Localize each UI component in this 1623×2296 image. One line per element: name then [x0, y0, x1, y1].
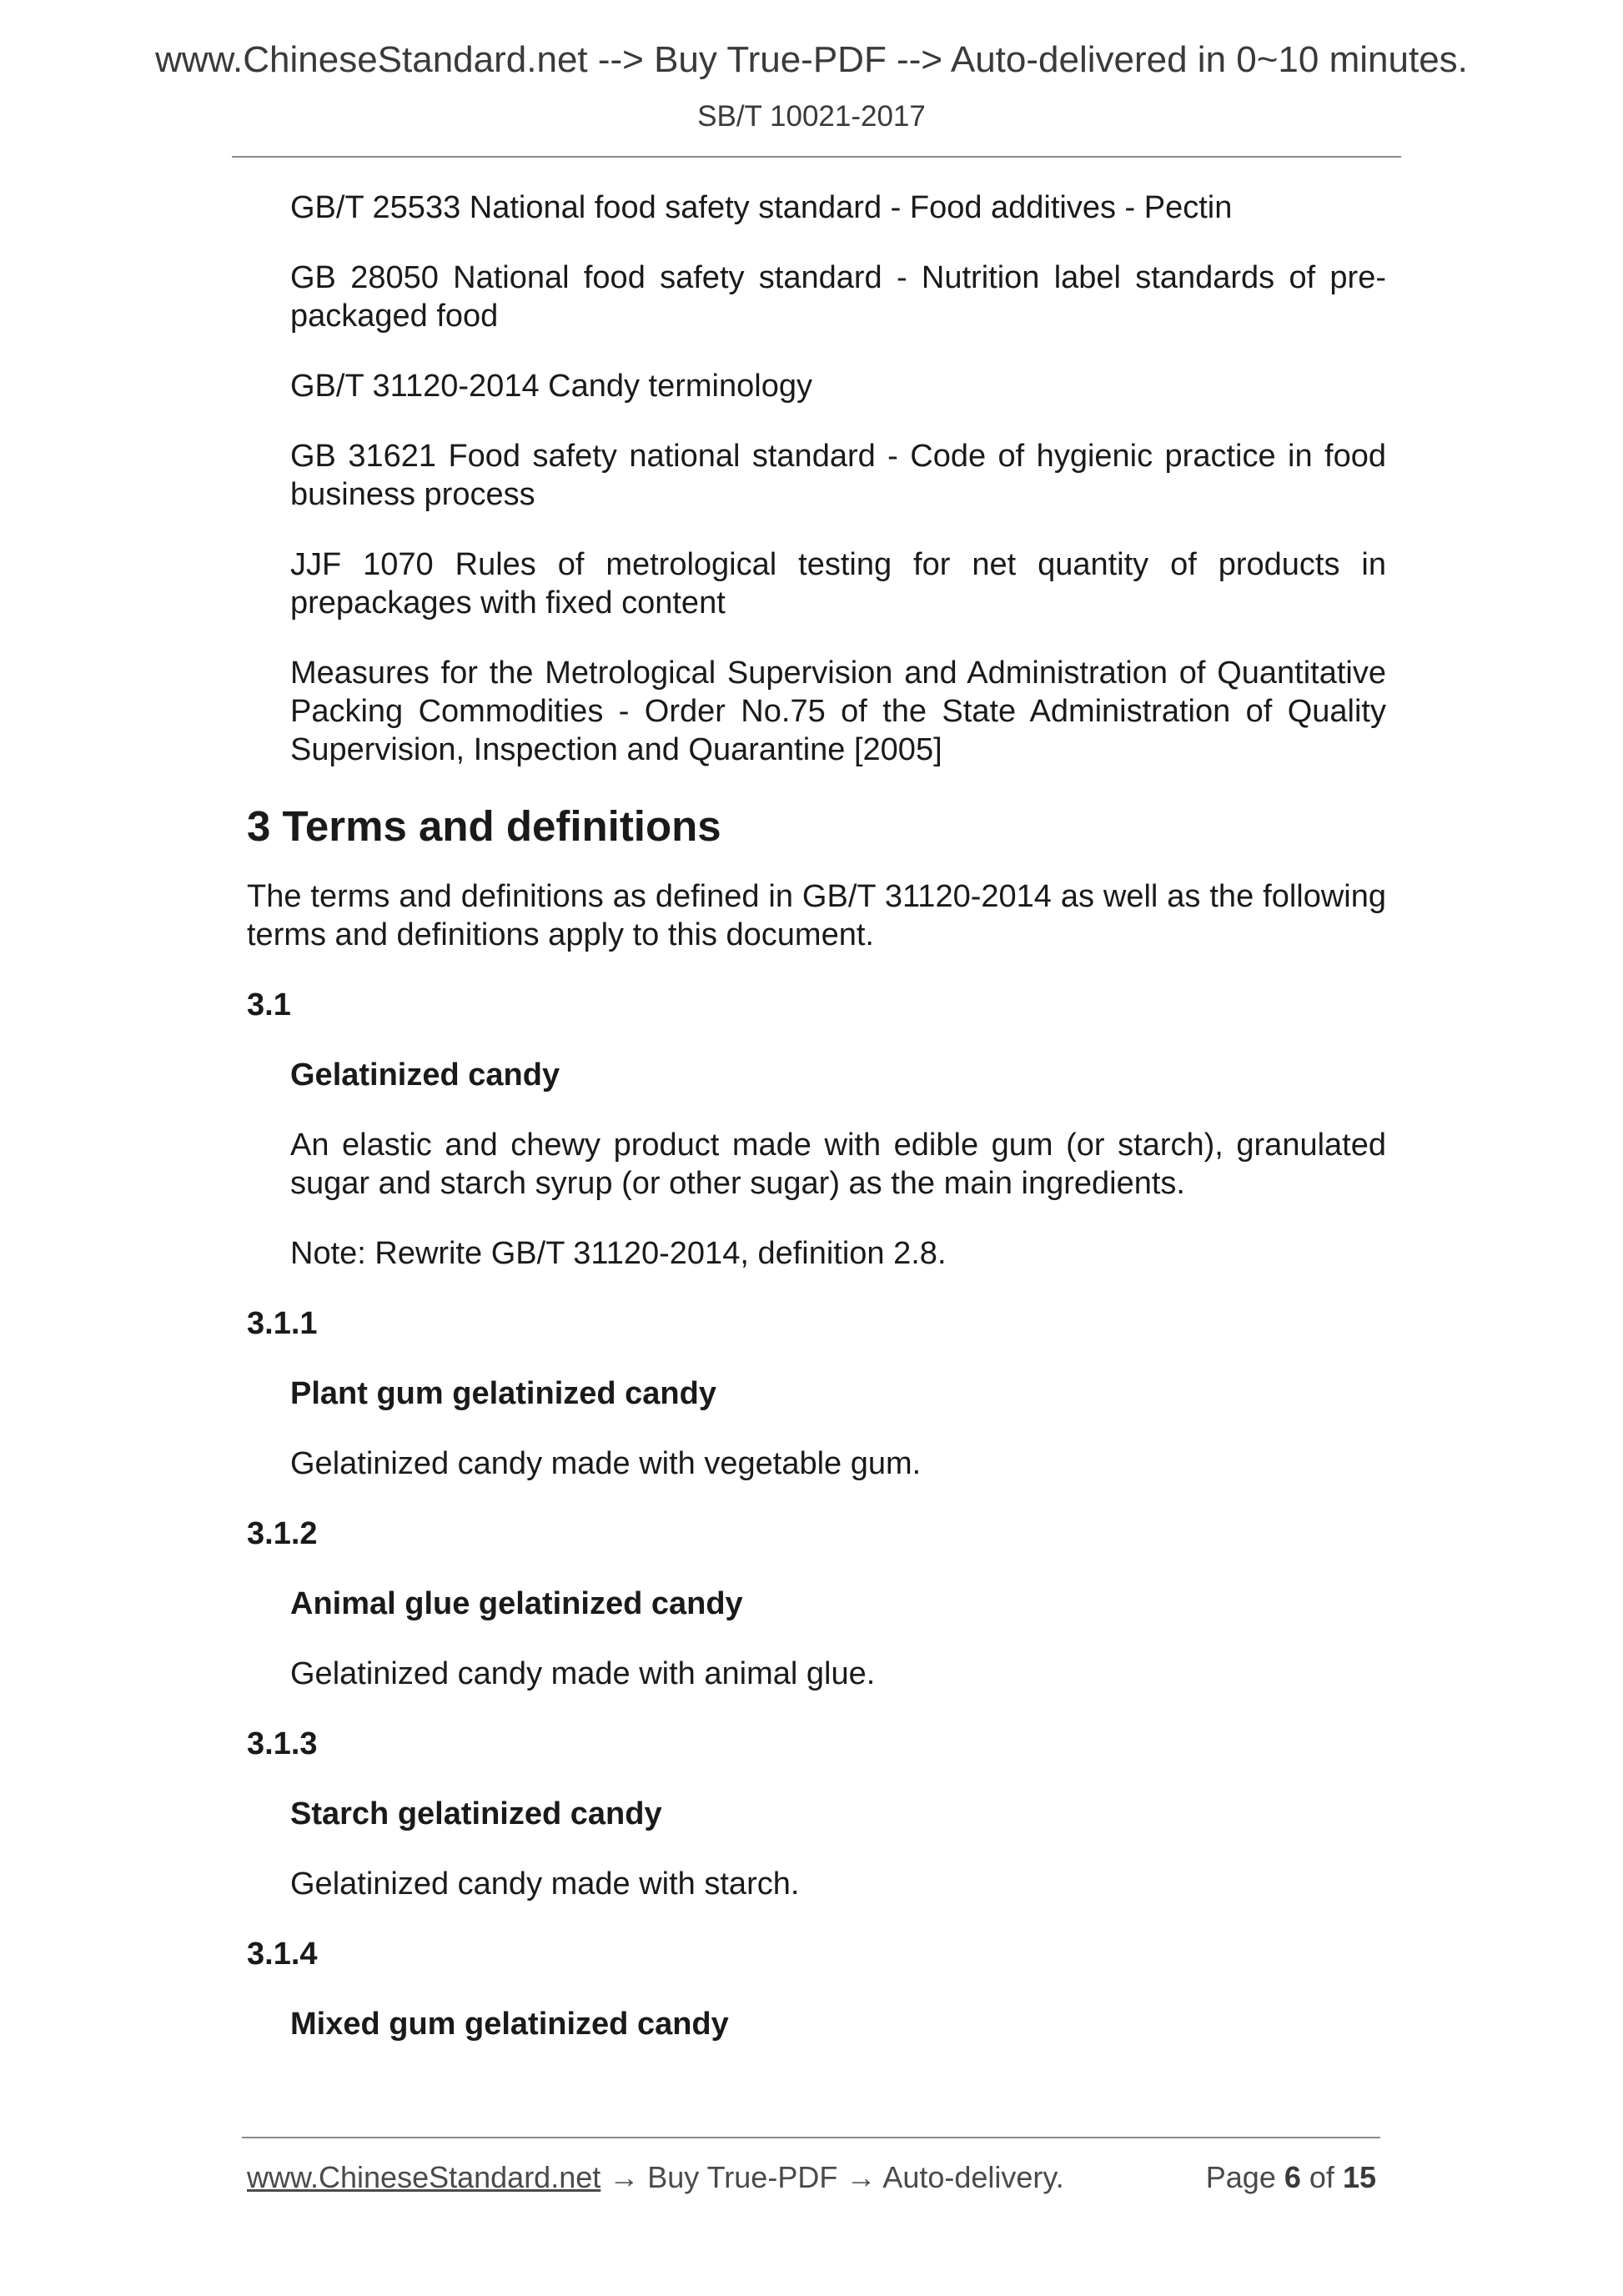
clause-number: 3.1.3 — [247, 1726, 318, 1761]
reference-item: GB/T 31120-2014 Candy terminology — [290, 369, 812, 404]
term-definition: Gelatinized candy made with starch. — [290, 1866, 800, 1902]
footer-site-link[interactable]: www.ChineseStandard.net — [247, 2160, 601, 2194]
standard-code: SB/T 10021-2017 — [697, 100, 926, 133]
footer-divider — [242, 2137, 1380, 2138]
term-definition: Gelatinized candy made with animal glue. — [290, 1656, 876, 1691]
current-page: 6 — [1284, 2160, 1301, 2194]
term-definition: An elastic and chewy product made with edible gum (or starch), granulated sugar and starch syrup (or other sugar) as the main ingredients. — [290, 1128, 1386, 1201]
reference-item: Measures for the Metrological Supervision and Administration of Quantitative Packing Commodities - Order No.75 of the State Administration of Quality Supervision, Inspection and Quarantine [2005] — [290, 656, 1386, 767]
page-label: Page — [1205, 2160, 1276, 2194]
of-label: of — [1309, 2160, 1334, 2194]
clause-number: 3.1.2 — [247, 1516, 318, 1551]
clause-number: 3.1.4 — [247, 1937, 318, 1972]
header-divider — [232, 156, 1401, 158]
normative-references-list — [290, 188, 1386, 769]
total-pages: 15 — [1342, 2160, 1376, 2194]
term-title: Animal glue gelatinized candy — [290, 1586, 743, 1621]
term-title: Starch gelatinized candy — [290, 1796, 662, 1831]
section-intro: The terms and definitions as defined in GB/T 31120-2014 as well as the following terms and definitions apply to this document. — [247, 879, 1386, 952]
footer-tagline: → Buy True-PDF → Auto-delivery. — [600, 2160, 1064, 2194]
reference-item: GB 28050 National food safety standard - Nutrition label standards of pre-packaged food — [290, 260, 1386, 334]
section-heading: 3 Terms and definitions — [247, 802, 721, 850]
site-banner: www.ChineseStandard.net --> Buy True-PDF --> Auto-delivered in 0~10 minutes. — [155, 39, 1468, 80]
term-definition: Gelatinized candy made with vegetable gum. — [290, 1446, 922, 1481]
page-indicator — [1206, 2158, 1376, 2197]
reference-item: GB/T 25533 National food safety standard - Food additives - Pectin — [290, 190, 1233, 225]
term-title: Gelatinized candy — [290, 1058, 560, 1093]
document-body — [247, 188, 1386, 2075]
clause-number: 3.1.1 — [247, 1306, 318, 1341]
reference-item: GB 31621 Food safety national standard - Code of hygienic practice in food business process — [290, 439, 1386, 512]
reference-item: JJF 1070 Rules of metrological testing for net quantity of products in prepackages with fixed content — [290, 547, 1386, 620]
term-title: Mixed gum gelatinized candy — [290, 2007, 729, 2042]
term-title: Plant gum gelatinized candy — [290, 1376, 716, 1411]
page-footer — [247, 2158, 1376, 2197]
term-note: Note: Rewrite GB/T 31120-2014, definition 2.8. — [290, 1236, 947, 1271]
clause-number: 3.1 — [247, 987, 291, 1022]
